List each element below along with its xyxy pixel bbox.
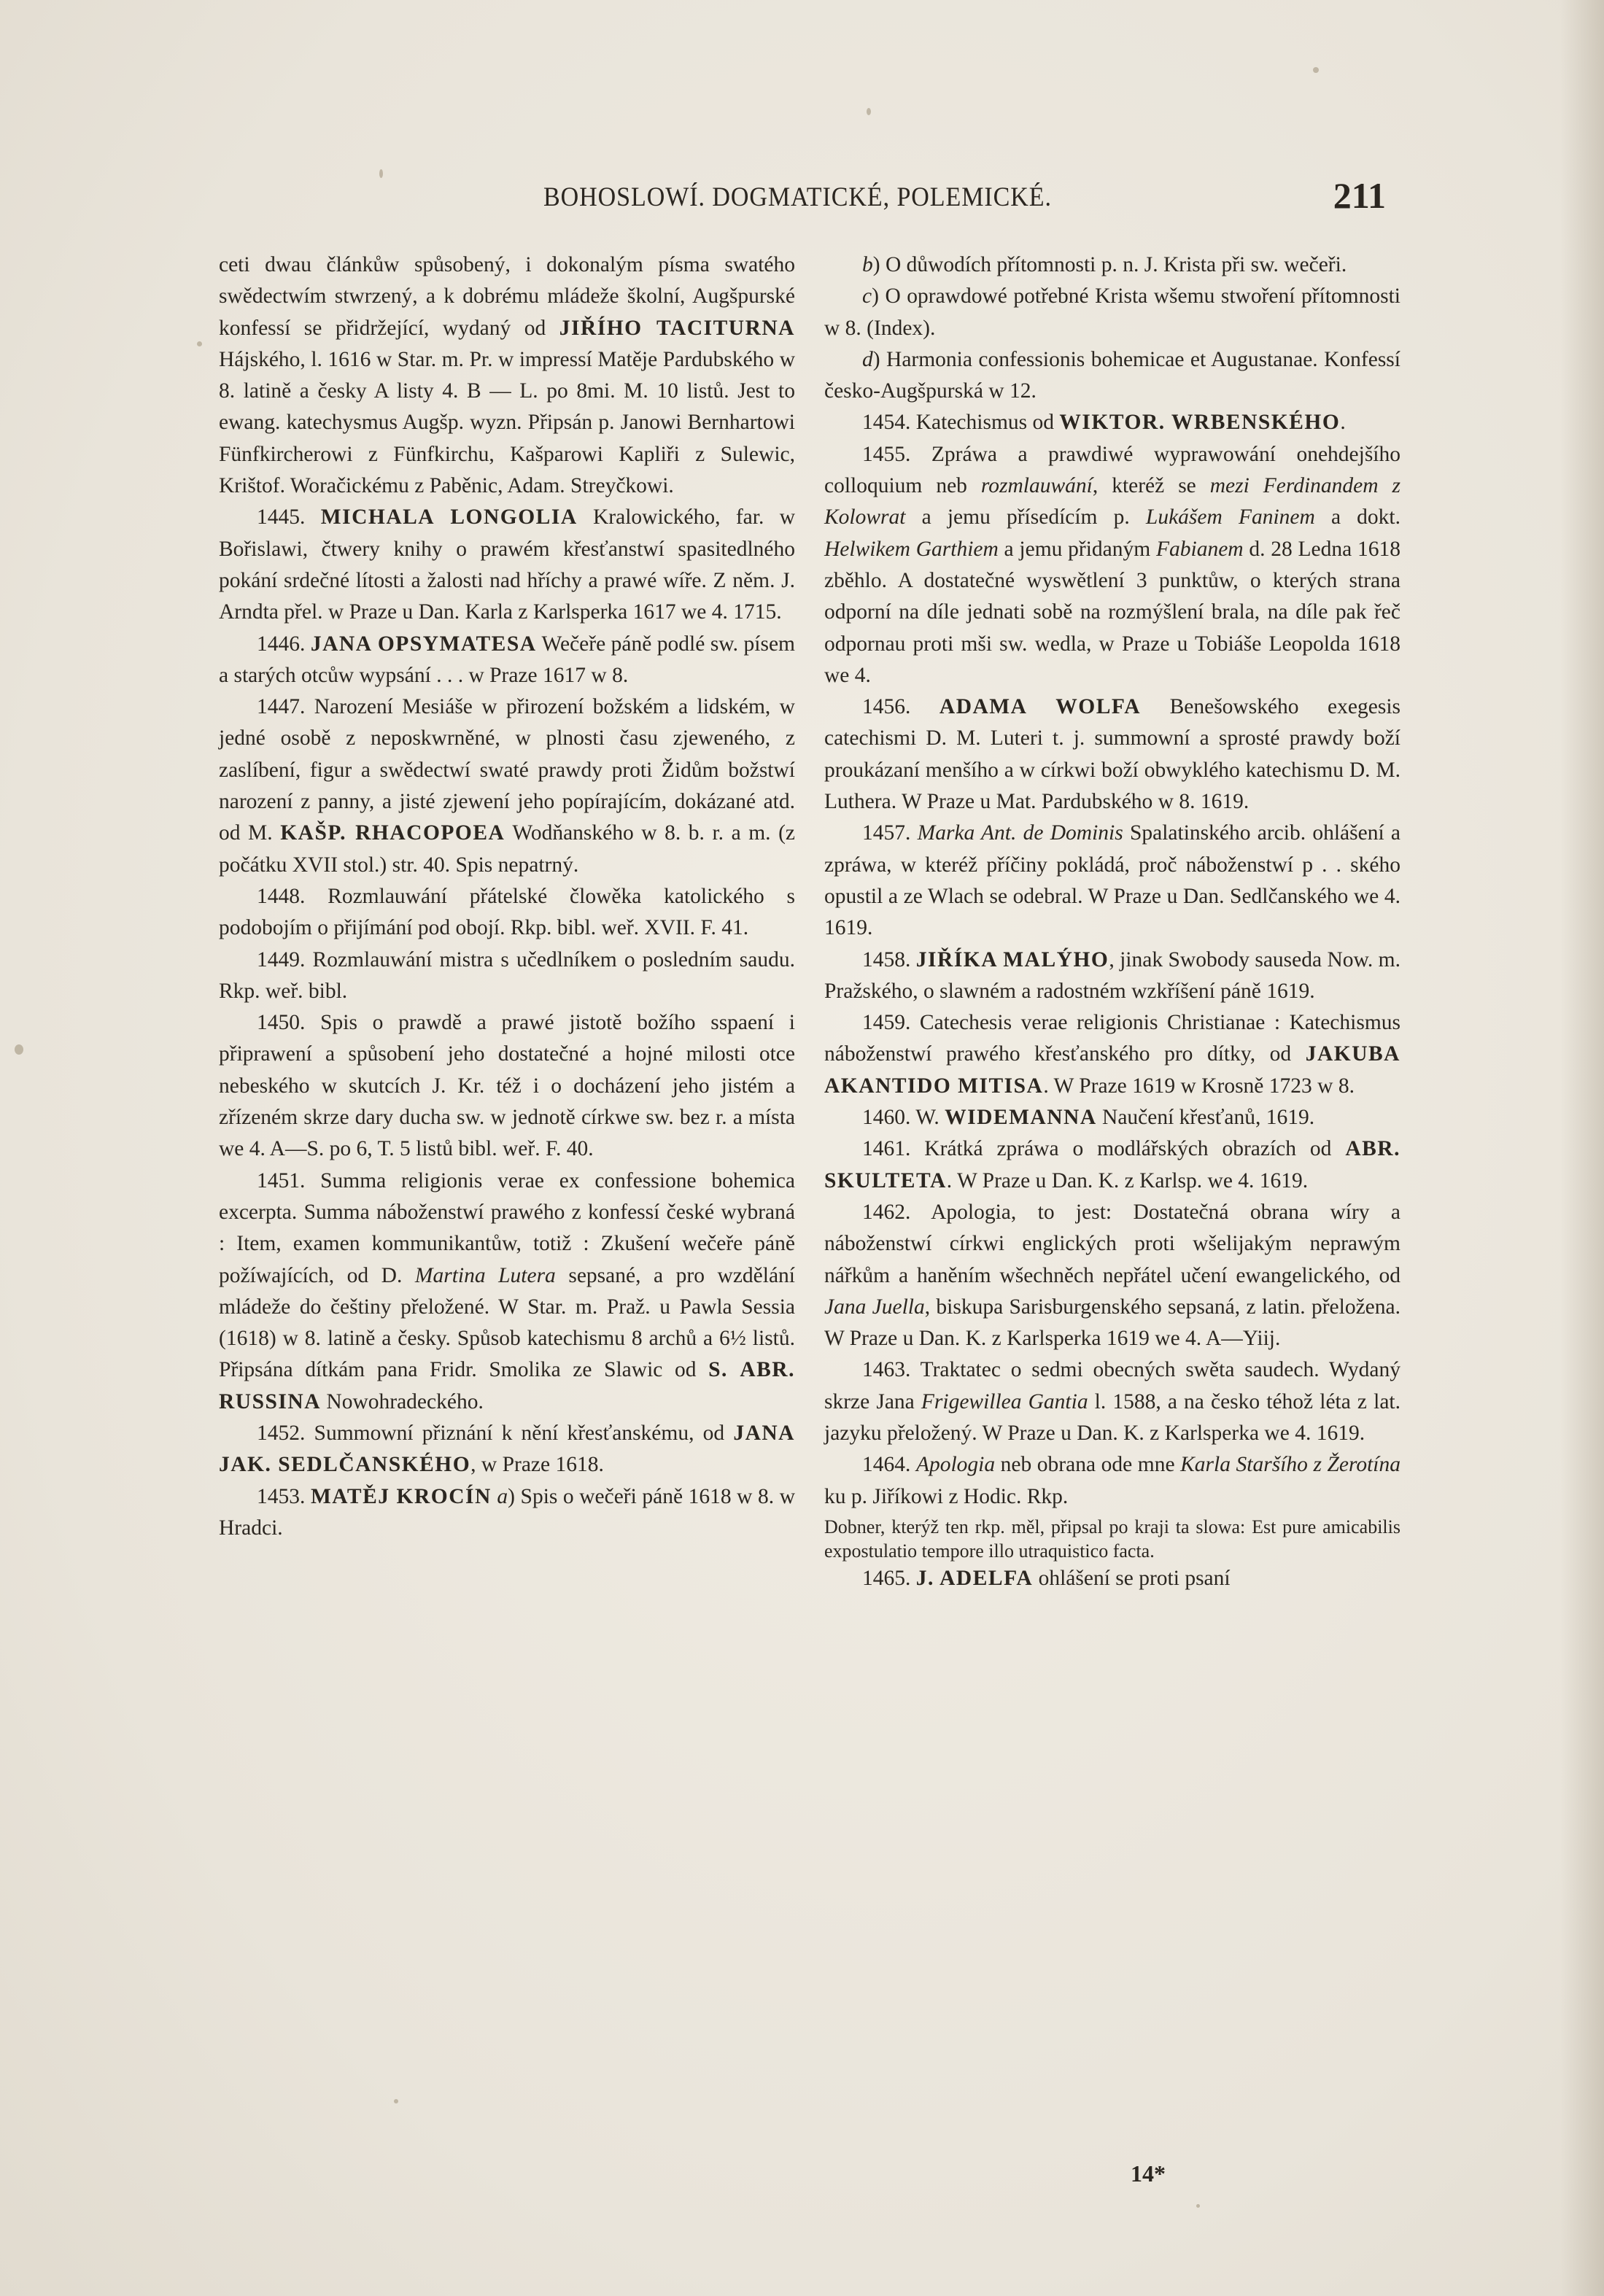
text-run: . W Praze u Dan. K. z Karlsp. we 4. 1619. (946, 1168, 1309, 1192)
italic-text: Helwikem Garthiem (824, 537, 999, 561)
text-run: ceti dwau článkůw spůsobený, i dokonalým písma swatého swědectwím stwrzený, a k dobrému mládeže školní, Augšpurské konfessí se přidržející, wydaný od (219, 253, 795, 340)
italic-text: Apologia (915, 1453, 996, 1477)
text-run: Nowohradeckého. (321, 1389, 484, 1413)
right-column-paragraph (824, 281, 1400, 344)
right-column-paragraph (824, 1133, 1400, 1197)
text-run: . W Praze 1619 w Krosně 1723 w 8. (1043, 1074, 1355, 1098)
right-column-paragraph (824, 1007, 1400, 1102)
text-run: 1447. Narození Mesiáše w přirození božském a lidském, w jedné osobě z neposkwrněné, w plnosti času zjeweného, z zaslíbení, figur a swědectwí swaté prawdy proti Židům božstwí narození z panny, a jisté zjewení jeho popírajícím, dokázané atd. od M. (219, 695, 795, 845)
text-run: , kteréž se (1092, 474, 1210, 498)
author-name: ABR. SKULTETA (824, 1137, 1400, 1192)
text-run: 1452. Summowní přiznání k nění křesťanskému, od (257, 1421, 734, 1445)
author-name: S. ABR. RUSSINA (219, 1358, 795, 1413)
text-run: 1451. Summa religionis verae ex confessione bohemica excerpta. Summa náboženstwí prawého z konfessí české wybraná : Item, examen kommunikantůw, totiž : Zkušení wečeře páně požíwajících, od D. (219, 1168, 795, 1287)
italic-text: Frigewillea Gantia (921, 1389, 1088, 1413)
author-name: WIDEMANNA (945, 1106, 1097, 1130)
author-name: MICHALA LONGOLIA (320, 505, 578, 530)
text-run: l. 1588, a na česko téhož léta z lat. jazyku přeložený. W Praze u Dan. K. z Karlsperka we 4. 1619. (824, 1389, 1400, 1445)
text-run: 1449. Rozmlauwání mistra s učedlníkem o posledním saudu. Rkp. weř. bibl. (219, 947, 795, 1003)
left-column-paragraph (219, 1007, 795, 1165)
text-run: 1459. Catechesis verae religionis Christianae : Katechismus náboženstwí prawého křesťanského pro dítky, od (824, 1011, 1400, 1066)
text-run: Wečeře páně podlé sw. písem a starých otcůw wypsání . . . w Praze 1617 w 8. (219, 632, 795, 687)
paper-fleck (1196, 2204, 1200, 2208)
text-run: Spalatinského arcib. ohlášení a zpráwa, w kteréž příčiny pokládá, proč náboženstwí p . . ského opustil a ze Wlach se odebral. W Praze u Dan. Sedlčanského we 4. 1619. (824, 821, 1401, 940)
paper-fleck (379, 169, 383, 178)
right-column-paragraph (824, 1515, 1400, 1563)
text-run: ) Spis o wečeři páně 1618 w 8. w Hradci. (219, 1484, 796, 1540)
text-run: 1461. Krátká zpráwa o modlářských obrazích od (862, 1137, 1346, 1161)
text-run: a jemu přidaným (998, 537, 1156, 561)
italic-text: Jana Juella (824, 1295, 925, 1319)
italic-text: Marka Ant. de Dominis (917, 821, 1123, 845)
text-run: ) Harmonia confessionis bohemicae et Augustanae. Konfessí česko-Augšpurská w 12. (824, 347, 1400, 403)
author-name: KAŠP. RHACOPOEA (280, 821, 505, 845)
text-run: 1448. Rozmlauwání přátelské člowěka katolického s podobojím o přijímání pod obojí. Rkp. bibl. weř. XVII. F. 41. (219, 884, 795, 940)
italic-text: b (862, 253, 873, 276)
italic-text: Fabianem (1155, 537, 1244, 561)
text-run: 1460. W. (862, 1106, 945, 1130)
paper-fleck (15, 1044, 23, 1055)
text-run: Wodňanského w 8. b. r. a m. (z počátku XVII stol.) str. 40. Spis nepatrný. (219, 821, 796, 877)
left-column-paragraph (219, 249, 795, 502)
paper-fleck (394, 2099, 398, 2103)
italic-text: Karla Staršího z Žerotína (1180, 1453, 1400, 1477)
left-column-paragraph (219, 691, 795, 881)
text-run: a jemu přísedícím p. (905, 505, 1146, 530)
text-run: 1453. (257, 1484, 311, 1508)
author-name: JIŘÍKA MALÝHO (915, 947, 1109, 971)
text-run: Dobner, kterýž ten rkp. měl, připsal po kraji ta slowa: Est pure amicabilis expostulatio tempore illo utraquistico facta. (824, 1516, 1400, 1562)
author-name: WIKTOR. WRBENSKÉHO (1059, 411, 1341, 435)
paper-fleck (197, 341, 202, 346)
paper-fleck (867, 108, 871, 115)
text-run: . (1340, 411, 1346, 435)
text-run: 1455. Zpráwa a prawdiwé wyprawowání onehdejšího colloquium neb (824, 442, 1400, 498)
left-column-paragraph (219, 1481, 795, 1545)
text-run: sepsané, a pro wzdělání mládeže do češtiny přeložené. W Star. m. Praž. u Pawla Sessia (1618) w 8. latině a česky. Spůsob katechismu 8 archů a 6½ listů. Připsána dítkám pana Fridr. Smolika ze Slawic od (219, 1263, 795, 1382)
author-name: JIŘÍHO TACITURNA (559, 316, 795, 340)
right-column-paragraph (824, 249, 1400, 281)
text-run: Naučení křesťanů, 1619. (1096, 1106, 1315, 1130)
author-name: JANA JAK. SEDLČANSKÉHO (219, 1421, 795, 1477)
text-run: ) O důwodích přítomnosti p. n. J. Krista při sw. wečeři. (872, 253, 1347, 276)
left-column-paragraph (219, 502, 795, 628)
right-column-paragraph (824, 1354, 1400, 1449)
text-run: 1456. (862, 695, 939, 719)
italic-text: Lukášem Faninem (1145, 505, 1315, 530)
running-head (212, 175, 1386, 230)
text-run: 1458. (862, 947, 916, 971)
right-column-paragraph (824, 1197, 1400, 1354)
right-column (824, 249, 1400, 1594)
signature-mark: 14* (1131, 2160, 1166, 2187)
text-run: 1462. Apologia, to jest: Dostatečná obrana wíry a náboženstwí církwi englických proti wšelijakým neprawým nářkům a haněním wšechněch nepřátel učení ewangelického, od (824, 1200, 1400, 1287)
text-run: Kralowického, far. w Bořislawi, čtwery knihy o prawém křesťanstwí spasitedlného pokání srdečné lítosti a žalosti nad hříchy a prawé wíře. Z něm. J. Arndta přel. w Praze u Dan. Karla z Karlsperka 1617 we 4. 1715. (219, 505, 795, 624)
left-column-paragraph (219, 629, 795, 692)
text-run: , jinak Swobody sauseda Now. m. Pražského, o slawném a radostném wzkříšení páně 1619. (824, 947, 1401, 1003)
text-run: 1464. (862, 1453, 916, 1477)
italic-text: c (862, 284, 872, 309)
right-column-paragraph (824, 1102, 1400, 1133)
right-column-paragraph (824, 818, 1400, 944)
page-number: 211 (1333, 175, 1386, 216)
text-run: 1454. Katechismus od (862, 411, 1060, 435)
right-column-paragraph (824, 1563, 1400, 1594)
right-column-paragraph (824, 1449, 1400, 1513)
left-column (219, 249, 795, 1544)
left-column-paragraph (219, 1418, 795, 1481)
text-run: ohlášení se proti psaní (1033, 1566, 1231, 1590)
italic-text: Martina Lutera (414, 1263, 556, 1287)
text-run: , w Praze 1618. (470, 1453, 604, 1477)
left-column-paragraph (219, 881, 795, 945)
text-run: ) O oprawdowé potřebné Krista wšemu stwoření přítomnosti w 8. (Index). (824, 284, 1400, 340)
author-name: JANA OPSYMATESA (310, 632, 537, 656)
text-run: 1450. Spis o prawdě a prawé jistotě božího sspaení i připrawení a spůsobení jeho dostatečné a hojné milosti otce nebeského w skutcích J. Kr. též i o docházení jeho jistém a zřízeném skrze dary ducha sw. w jednotě církwe sw. bez r. a místa we 4. A—S. po 6, T. 5 listů bibl. weř. F. 40. (219, 1011, 795, 1161)
left-column-paragraph (219, 945, 795, 1008)
text-run: Benešowského exegesis catechismi D. M. Luteri t. j. summowní a sprosté prawdy boží proukázaní menšího a w církwi boží obwyklého katechismu D. M. Luthera. W Praze u Mat. Pardubského w 8. 1619. (824, 695, 1400, 814)
text-run: d. 28 Ledna 1618 zběhlo. A dostatečné wyswětlení 3 punktůw, o kterých strana odporní na díle jednati sobě na rozmýšlení brala, na díle pak řeč odpornau proti mši sw. wedla, w Praze u Tobiáše Leopolda 1618 we 4. (824, 537, 1400, 687)
text-run: , biskupa Sarisburgenského sepsaná, z latin. přeložena. W Praze u Dan. K. z Karlsperka 1619 we 4. A—Yiij. (824, 1295, 1400, 1351)
right-column-paragraph (824, 407, 1400, 438)
text-run: 1463. Traktatec o sedmi obecných swěta saudech. Wydaný skrze Jana (824, 1358, 1400, 1413)
text-run: Hájského, l. 1616 w Star. m. Pr. w impressí Matěje Pardubského w 8. latině a česky A listy 4. B — L. po 8mi. M. 10 listů. Jest to ewang. katechysmus Augšp. wyzn. Připsán p. Janowi Bernhartowi Fünfkircherowi z Fünfkirchu, Kašparowi Kapliři z Sulewic, Krištof. Woračickému z Paběnic, Adam. Streyčkowi. (219, 347, 795, 498)
italic-text: a (497, 1484, 508, 1508)
italic-text: mezi Ferdinandem z Kolowrat (824, 474, 1401, 530)
paper-fleck (1313, 67, 1319, 73)
right-column-paragraph (824, 439, 1400, 691)
italic-text: rozmlauwání (980, 474, 1093, 498)
right-column-paragraph (824, 691, 1400, 818)
text-run: 1465. (862, 1566, 916, 1590)
author-name: ADAMA WOLFA (939, 695, 1142, 719)
right-column-paragraph (824, 945, 1400, 1008)
author-name: J. ADELFA (915, 1566, 1034, 1590)
author-name: MATĚJ KROCÍN (310, 1484, 492, 1508)
running-head-title: BOHOSLOWÍ. DOGMATICKÉ, POLEMICKÉ. (543, 182, 1052, 212)
text-run: a dokt. (1314, 505, 1401, 530)
author-name: JAKUBA AKANTIDO MITISA (824, 1042, 1400, 1098)
text-run: 1457. (862, 821, 918, 845)
text-run: 1446. (257, 632, 311, 656)
left-column-paragraph (219, 1166, 795, 1418)
text-run: neb obrana ode mne (995, 1453, 1181, 1477)
italic-text: d (862, 347, 873, 371)
page-edge-shadow (1560, 0, 1604, 2296)
right-column-paragraph (824, 344, 1400, 408)
text-run: ku p. Jiříkowi z Hodic. Rkp. (824, 1484, 1069, 1508)
text-run: 1445. (257, 505, 321, 530)
